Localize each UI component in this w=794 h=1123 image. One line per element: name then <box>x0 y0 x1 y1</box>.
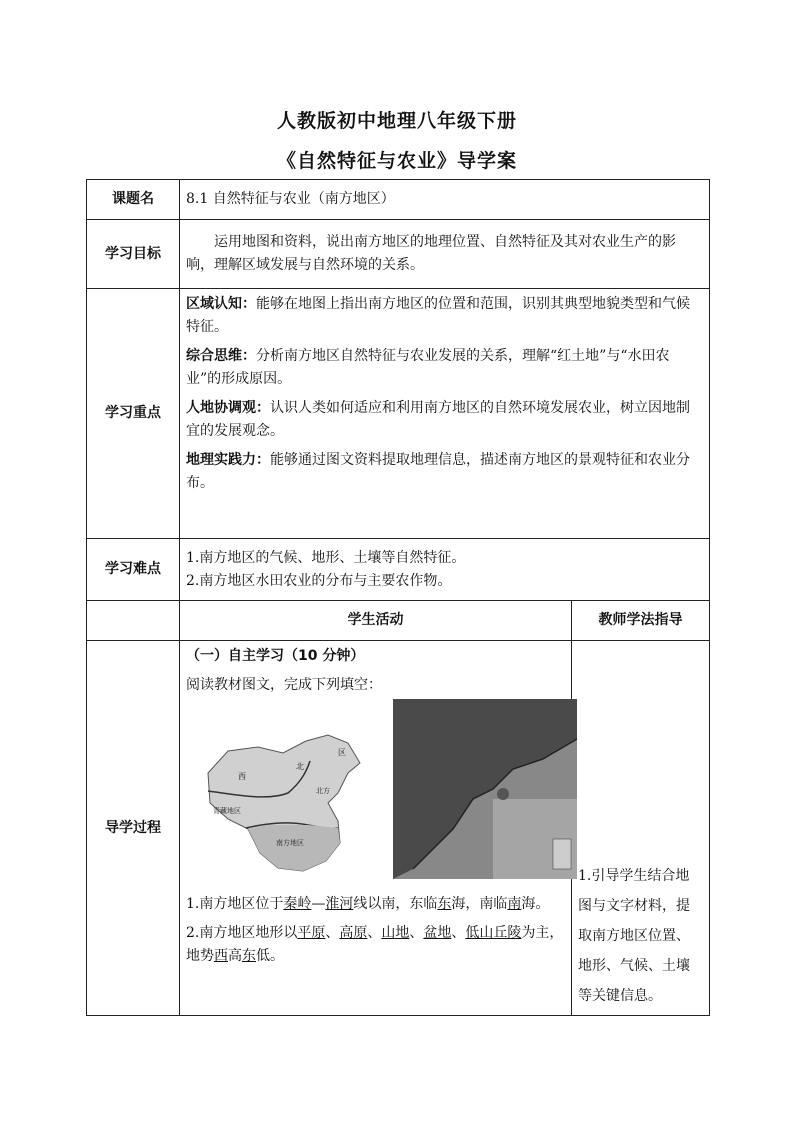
china-regions-map <box>188 733 378 883</box>
teacher-note: 1.引导学生结合地图与文字材料，提取南方地区位置、地形、气候、土壤等关键信息。 <box>578 868 690 1004</box>
key-item-text: 能够在地图上指出南方地区的位置和范围，识别其典型地貌类型和气候特征。 <box>186 296 690 335</box>
header-student: 学生活动 <box>180 601 572 641</box>
goal-text: 运用地图和资料，说出南方地区的地理位置、自然特征及其对农业生产的影响，理解区域发展与自然环境的关系。 <box>186 234 676 273</box>
key-item-head: 综合思维： <box>186 348 256 364</box>
row-key <box>87 289 710 539</box>
south-china-terrain-map <box>393 699 577 879</box>
key-item-text: 能够通过图文资料提取地理信息，描述南方地区的景观特征和农业分布。 <box>186 452 690 491</box>
map-label-region: 区 <box>338 748 346 757</box>
difficulty-cell <box>180 539 710 601</box>
key-item <box>186 397 703 443</box>
key-item <box>186 345 703 391</box>
key-item-text: 认识人类如何适应和利用南方地区的自然环境发展农业，树立因地制宜的发展观念。 <box>186 400 690 439</box>
row-header <box>87 601 710 641</box>
key-item <box>186 293 703 339</box>
key-item-text: 分析南方地区自然特征与农业发展的关系，理解“红土地”与“水田农业”的形成原因。 <box>186 348 670 387</box>
key-item-head: 地理实践力： <box>186 452 270 468</box>
section-heading: （一）自主学习（10 分钟） <box>186 648 365 664</box>
goal-label: 学习目标 <box>87 220 180 289</box>
south-region-shade <box>248 825 340 871</box>
question-2: 2.南方地区地形以平原、高原、山地、盆地、低山丘陵为主，地势西高东低。 <box>186 925 564 964</box>
process-teacher-cell <box>572 641 710 1016</box>
question-1: 1.南方地区位于秦岭—淮河线以南，东临东海，南临南海。 <box>186 896 550 912</box>
map-label-nanfang: 南方地区 <box>276 839 304 847</box>
topic-label: 课题名 <box>87 180 180 220</box>
maps-area <box>186 697 565 893</box>
row-topic <box>87 180 710 220</box>
map-label-xibei: 西 <box>238 772 246 781</box>
map-label-beifang: 北方 <box>316 787 330 795</box>
row-goal <box>87 220 710 289</box>
map-label-qingzang: 青藏地区 <box>213 807 241 815</box>
key-item-head: 区域认知： <box>186 296 256 312</box>
key-label: 学习重点 <box>87 289 180 539</box>
doc-subtitle: 《自然特征与农业》导学案 <box>276 150 517 172</box>
difficulty-item: 2.南方地区水田农业的分布与主要农作物。 <box>186 572 452 589</box>
header-empty <box>87 601 180 641</box>
topic-value: 8.1 自然特征与农业（南方地区） <box>180 180 710 220</box>
goal-cell <box>180 220 710 289</box>
process-label: 导学过程 <box>87 641 180 1016</box>
intro-text: 阅读教材图文，完成下列填空： <box>186 677 382 693</box>
row-process <box>87 641 710 1016</box>
row-difficulty <box>87 539 710 601</box>
process-student-cell <box>180 641 572 1016</box>
key-item-head: 人地协调观： <box>186 400 270 416</box>
hainan-island <box>497 788 509 800</box>
header-teacher: 教师学法指导 <box>572 601 710 641</box>
doc-title: 人教版初中地理八年级下册 <box>276 110 517 132</box>
key-cell <box>180 289 710 539</box>
map-legend <box>553 839 571 869</box>
guide-table <box>86 179 710 1016</box>
difficulty-label: 学习难点 <box>87 539 180 601</box>
key-item <box>186 449 703 495</box>
map-label-bei: 北 <box>296 762 304 771</box>
difficulty-item: 1.南方地区的气候、地形、土壤等自然特征。 <box>186 549 466 566</box>
